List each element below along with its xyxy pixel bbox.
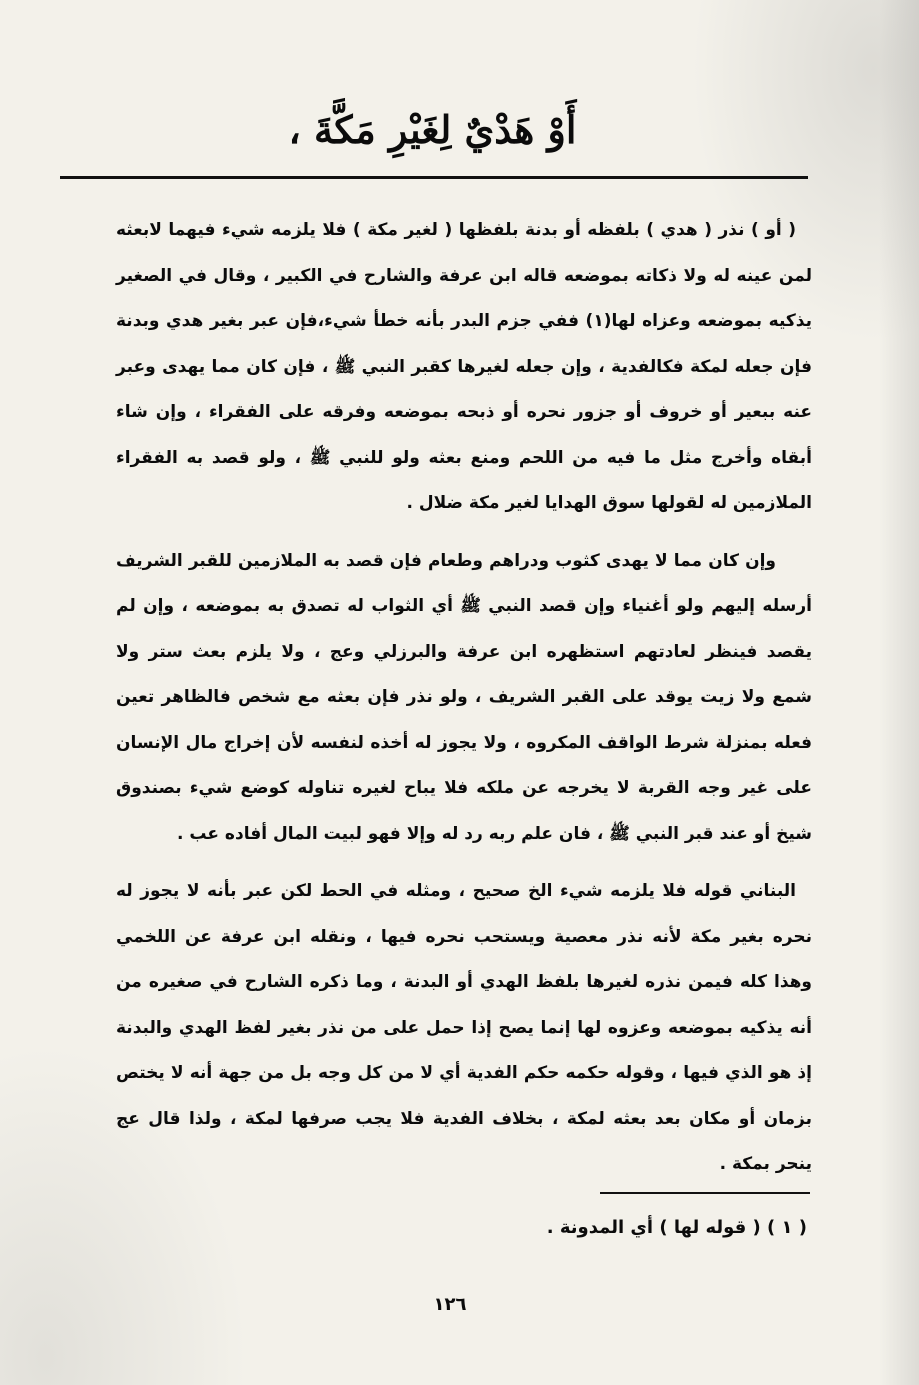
heading-divider <box>60 176 808 179</box>
footnote-divider <box>600 1192 810 1194</box>
page-number: ١٢٦ <box>433 1294 467 1315</box>
page-heading: أَوْ هَدْيٌ لِغَيْرِ مَكَّةَ ، <box>288 107 577 152</box>
paragraph-2: وإن كان مما لا يهدى كثوب ودراهم وطعام فإن قصد به الملازمين للقبر الشريف أرسله إليهم ولو أغنياء وإن قصد النبي ﷺ أي الثواب له تصدق به بموضعه ، وإن لم يقصد فينظر لعادتهم استظهره ابن عرفة والبرزلي وعج ، ولا يلزم بعث ستر ولا شمع ولا زيت يوقد على القبر الشريف ، ولو نذر فإن بعثه مع شخص فالظاهر تعين فعله بمنزلة شرط الواقف المكروه ، ولا يجوز له أخذه لنفسه لأن إخراج مال الإنسان على غير وجه القربة لا يخرجه عن ملكه فلا يباح لغيره تناوله كوضع شيء بصندوق شيخ أو عند قبر النبي ﷺ ، فان علم ربه رد له وإلا فهو لبيت المال أفاده عب . <box>116 550 812 844</box>
paragraph-3: البناني قوله فلا يلزمه شيء الخ صحيح ، ومثله في الحط لكن عبر بأنه لا يجوز له نحره بغير مكة لأنه نذر معصية ويستحب نحره فيها ، ونقله ابن عرفة عن اللخمي وهذا كله فيمن نذره لغيرها بلفظ الهدي أو البدنة ، وما ذكره الشارح في صغيره من أنه يذكيه بموضعه وعزوه لها إنما يصح إذا حمل على من نذر بغير لفظ الهدي والبدنة إذ هو الذي فيها ، وقوله حكمه حكم الفدية أي لا من كل وجه بل من جهة أنه لا يختص بزمان أو مكان بعد بعثه لمكة ، بخلاف الفدية فلا يجب صرفها لمكة ، ولذا قال عج ينحر بمكة . <box>116 881 812 1174</box>
main-text <box>116 208 812 1200</box>
paragraph-1: ( أو ) نذر ( هدي ) بلفظه أو بدنة بلفظها ( لغير مكة ) فلا يلزمه شيء فيهما لابعثه لمن عينه له ولا ذكاته بموضعه قاله ابن عرفة والشارح في الكبير ، وقال في الصغير يذكيه بموضعه وعزاه لها(١) ففي جزم البدر بأنه خطأ شيء،فإن عبر بغير هدي وبدنة فإن جعله لمكة فكالفدية ، وإن جعله لغيرها كقبر النبي ﷺ ، فإن كان مما يهدى وعبر عنه ببعير أو خروف أو جزور نحره أو ذبحه بموضعه وفرقه على الفقراء ، وإن شاء أبقاه وأخرج مثل ما فيه من اللحم ومنع بعثه ولو للنبي ﷺ ، ولو قصد به الفقراء الملازمين له لقولها سوق الهدايا لغير مكة ضلال . <box>116 220 812 513</box>
footnote: ( ١ ) ( قوله لها ) أي المدونة . <box>546 1217 807 1238</box>
page-edge-shadow <box>879 0 919 1385</box>
